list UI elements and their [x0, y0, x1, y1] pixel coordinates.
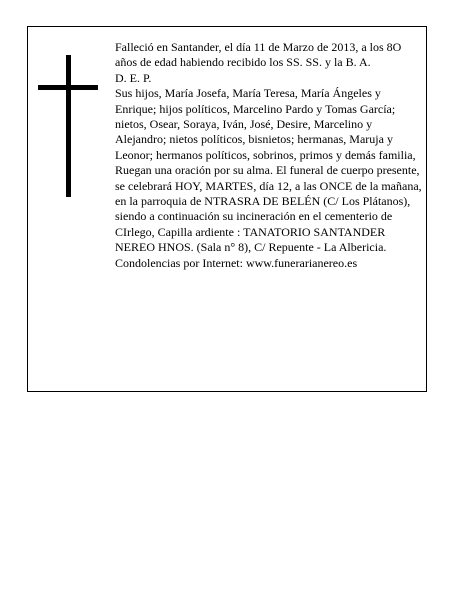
condolences-line: Condolencias por Internet: www.funerarianereo.es: [115, 255, 358, 270]
cross-horizontal-bar: [38, 85, 98, 90]
rip-line: D. E. P.: [115, 70, 152, 85]
obituary-notice-frame: [27, 26, 427, 392]
funeral-details: Ruegan una oración por su alma. El funeral de cuerpo presente, se celebrará HOY, MARTES, día 12, a las ONCE de la mañana, en la parroquia de NTRASRA DE BELÉN (C/ Los Plátanos), siendo a continuación su incineración en el cementerio de CIrlego, Capilla ardiente : TANATORIO SANTANDER NEREO HNOS. (Sala n° 8), C/ Repuente - La Albericia.: [115, 163, 422, 255]
latin-cross-icon: [38, 55, 98, 197]
family-list: Sus hijos, María Josefa, María Teresa, María Ángeles y Enrique; hijos políticos, Marcelino Pardo y Tomas García; nietos, Osear, Soraya, Iván, José, Desire, Marcelino y Alejandro; nietos políticos, bisnietos; hermanas, Maruja y Leonor; hermanos políticos, sobrinos, primos y demás familia,: [115, 86, 416, 162]
cross-vertical-bar: [66, 55, 71, 197]
obituary-text: [115, 40, 425, 271]
death-announcement: Falleció en Santander, el día 11 de Marzo de 2013, a los 8O años de edad habiendo recibido los SS. SS. y la B. A.: [115, 40, 402, 70]
